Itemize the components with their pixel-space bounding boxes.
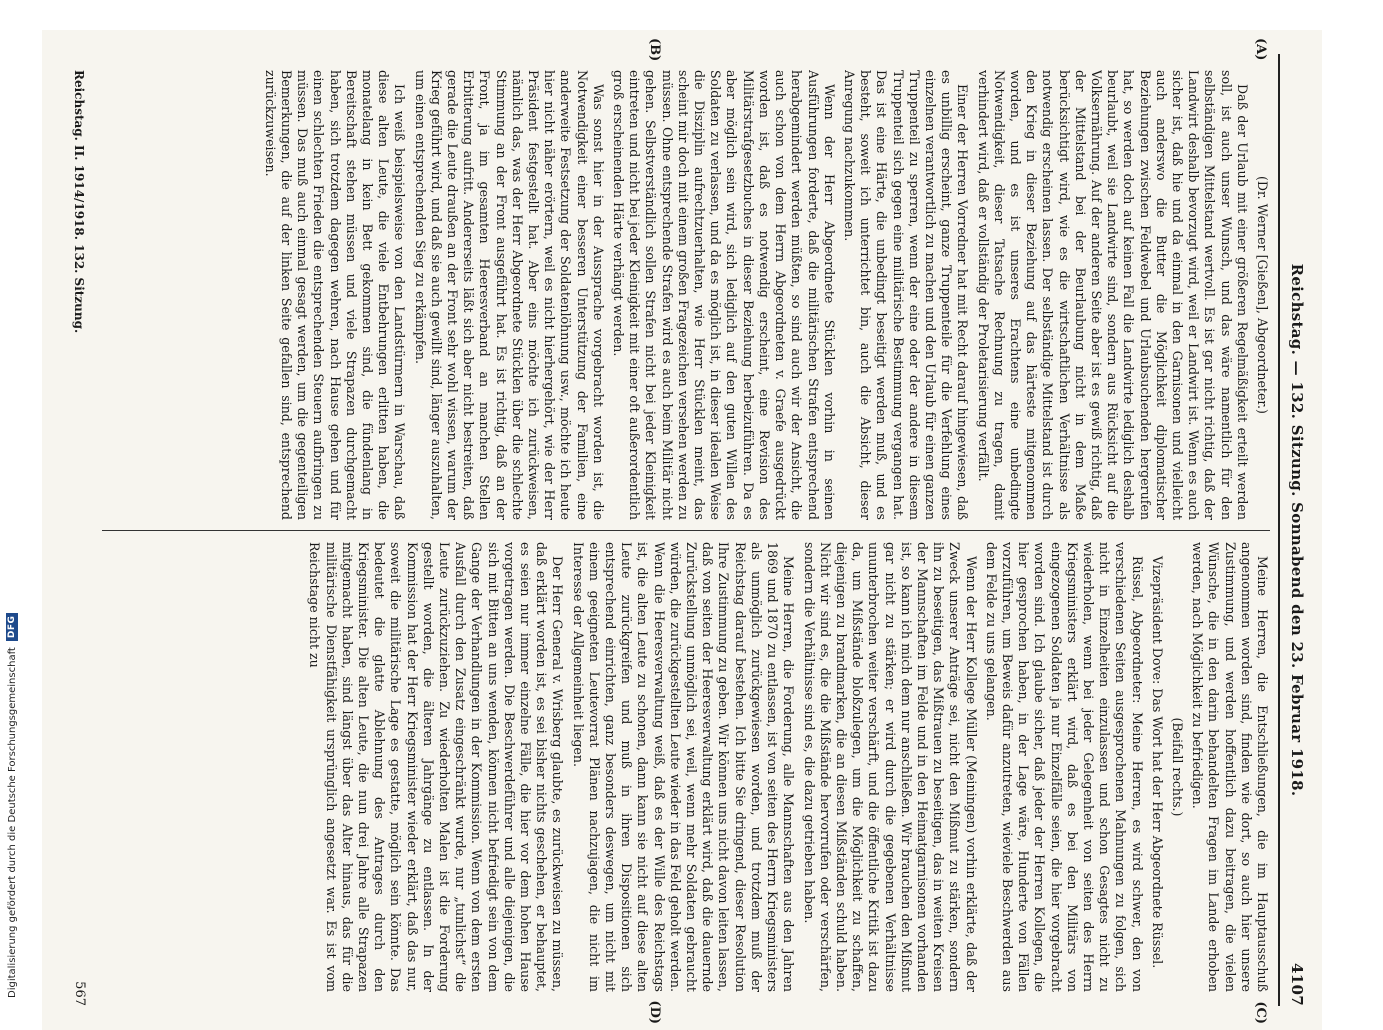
digitization-text: Digitalisierung gefördert durch die Deutsche Forschungsgemeinschaft: [6, 647, 18, 998]
footer-citation: Reichstag. II. 1914/1918. 132. Sitzung.: [72, 70, 86, 334]
speaker-line: (Dr. Werner [Gießen], Abgeordneter.): [1255, 176, 1270, 414]
paragraph: Was sonst hier in der Aussprache vorgebracht worden ist, die Notwendigkeit einer besseren Unterstützung der Familien, eine anderweite Festsetzung der Soldatenlöhnung usw., möchte ich heute hier nicht näher erörtern, weil es nicht hierhergehört, wie der Herr Präsident festgestellt hat. Aber eins möchte ich zurückweisen, nämlich das, was der Herr Abgeordnete Stücklen über die schlechte Stimmung an der Front ausgeführt hat. Es ist richtig, daß an der Front, ja im gesamten Heeresverband an manchen Stellen Erbitterung aufritt. Andererseits läßt sich aber nicht bestreiten, daß gerade die Leute draußen an der Front sehr wohl wissen, warum der Krieg geführt wird, und daß sie auch gewillt sind, länger auszuhalten, um einen entsprechenden Sieg zu erkämpfen.: [412, 70, 606, 520]
margin-marker-a: (A): [1253, 38, 1268, 61]
paragraph: Rüssel, Abgeordneter: Meine Herren, es wird schwer, den von verschiedenen Seiten ausgesprochenen Mahnungen zu folgen, sich nicht in Einzelheiten einzulassen und schon Gesagtes nicht zu wiederholen, wenn bei jeder Gelegenheit von seiten des Herrn Kriegsministers erklärt wird, daß es bei den Militärs von eingezogenen Soldaten ja nur Einzelfälle seien, die hier vorgebracht worden sind. Ich glaube sicher, daß jeder der Herren Kollegen, die hier gesprochen haben, in der Lage wäre, Hunderte von Fällen vorzuführen, um Beweis dafür anzutreten, wieviele Beschwerden aus dem Felde zu uns gelangen.: [983, 542, 1145, 992]
margin-marker-b: (B): [647, 38, 662, 62]
footer-page-number: 567: [72, 981, 87, 1006]
paragraph: Ich weiß beispielsweise von den Landstürmern in Warschau, daß diese alten Leute, die viele Entbehrungen erlitten haben, die monatelang in kein Bett gekommen sind, die fündenlang in Bereitschaft stehen müssen und viele Strapazen durchgemacht haben, sich trotzdem dagegen wehren, nach Hause gehen und für einen schlechten Frieden die entsprechenden Steuern aufbringen zu müssen. Das muß auch einmal gesagt werden, um die gegenteiligen Bemerkungen, die auf der linken Seite gefallen sind, entsprechend zurückzuweisen.: [262, 70, 408, 520]
document-page: [42, 30, 1322, 1030]
paragraph: Meine Herren, die Forderung, alle Mannschaften aus den Jahren 1869 und 1870 zu entlassen, ist von seiten des Herrn Kriegsministers als unmöglich zurückgewiesen worden, und trotzdem muß der Reichstag darauf bestehen. Ich bitte Sie dringend, dieser Resolution Ihre Zustimmung zu geben. Wir können uns nicht davon leiten lassen, daß von seiten der Heeresverwaltung erklärt wird, daß die dauernde Zurückstellung unmöglich sei, weil, wenn mehr Soldaten gebraucht würden, die zurückgestellten Leute wieder in das Feld geholt werden. Wenn die Heeresverwaltung weiß, daß es der Wille des Reichstags ist, die alten Leute zu schonen, dann kann sie nicht auf diese alten Leute zurückgreifen und muß in ihren Dispositionen sich entsprechend einrichten, ganz besonders deswegen, um nicht mit einem geeigneten Leutevorrat Plänen nachzujagen, die nicht im Interesse der Allgemeinheit liegen.: [570, 542, 797, 992]
digitization-note: [6, 613, 18, 998]
applause-note: (Beifall rechts.): [1169, 717, 1185, 817]
paragraph: Daß der Urlaub mit einer größeren Regelmäßigkeit erteilt werden soll, ist auch unser Wunsch, und das wäre namentlich für den selbständigen Mittelstand wertvoll. Es ist gar nicht richtig, daß der Landwirt deshalb bevorzugt wird, weil er Landwirt ist. Wenn es auch sicher ist, daß hie und da einmal in den Garnisonen und vielleicht auch anderswo die Butter die Möglichkeit diplomatischer Beziehungen zwischen Feldwebel und Urlaubsuchenden hergerufen hat, so werden doch auf keinen Fall die Landwirte lediglich deshalb beurlaubt, weil sie Landwirte sind, sondern aus Rücksicht auf die Volksernährung. Auf der anderen Seite aber ist es gewiß richtig, daß der Mittelstand bei der Beurlaubung nicht in dem Maße berücksichtigt wird, wie es die wirtschaftlichen Verhältnisse als notwendig erscheinen lassen. Der selbständige Mittelstand ist durch den Krieg in dieser Beziehung auf das härteste mitgenommen worden, und es ist unseres Erachtens eine unbedingte Notwendigkeit, dieser Tatsache Rechnung zu tragen, damit verhindert wird, daß er vollständig der Proletarisierung verfällt.: [975, 70, 1250, 520]
margin-marker-d: (D): [647, 1000, 662, 1024]
paragraph: Meine Herren, die Entschließungen, die im Hauptausschuß angenommen worden sind, finden wie dort, so auch hier unsere Zustimmung, und werden hoffentlich dazu beitragen, die vielen Wünsche, die in den darin behandelten Fragen im Lande erhoben werden, nach Möglichkeit zu befriedigen.: [1190, 542, 1270, 992]
paragraph: Wenn der Herr Abgeordnete Stücklen vorhin in seinen Ausführungen forderte, daß die militärischen Strafen entsprechend herabgemindert werden müßten, so sind auch wir der Ansicht, die auch schon von dem Herrn Abgeordneten v. Graefe ausgedrückt worden ist, daß es notwendig erscheint, eine Revision des Militärstrafgesetzbuches in dieser Beziehung herbeizuführen. Da es aber möglich sein wird, sich lediglich auf den guten Willen des Soldaten zu verlassen, und da es möglich ist, in dieser idealen Weise die Disziplin aufrechtzuerhalten, wie Herr Stücklen meint, das scheint mir doch mit einem großen Fragezeichen versehen werden zu müssen. Ohne entsprechende Strafen wird es auch beim Militär nicht gehen. Selbstverständlich sollen Strafen nicht bei jeder Kleinigkeit eintreten und nicht bei jeder Kleinigkeit mit einer oft außerordentlich groß erscheinenden Härte verhängt werden.: [611, 70, 837, 520]
paragraph: Einer der Herren Vorredner hat mit Recht darauf hingewiesen, daß es unbillig erscheint, ganze Truppenteile für die Verfehlung eines einzelnen verantwortlich zu machen und den Urlaub für einen ganzen Truppenteil zu sperren, wenn der eine oder der andere in diesem Truppenteil sich gegen eine militärische Bestimmung vergangen hat. Das ist eine Härte, die unbedingt beseitigt werden muß, und es besteht, soweit ich unterrichtet bin, auch die Absicht, dieser Anregung nachzukommen.: [841, 70, 971, 520]
paragraph: Der Herr General v. Wrisberg glaubte, es zurückweisen zu müssen, daß erklärt worden ist, es sei bisher nichts geschehen, er behauptet, es seien nur immer einzelne Fälle, die hier vor dem hohen Hause vorgetragen werden. Die Beschwerdeführer und alle diejenigen, die sich mit Bitten an uns wenden, können nicht befriedigt sein von dem Gange der Verhandlungen in der Kommission. Wenn von dem ersten Ausfall durch den Zusatz eingeschränkt wurde, nur „tunlichst“ die Leute zurückzuziehen. Zu wiederholten Malen ist die Forderung gestellt worden, die älteren Jahrgänge zu entlassen. In der Kommission hat der Herr Kriegsminister wieder erklärt, daß das nur, soweit die militärische Lage es gestatte, möglich sein könnte. Das bedeutet die glatte Ablehnung des Antrages durch den Kriegsminister. Die alten Leute, die nun drei Jahre alle Strapazen mitgemacht haben, sind längst über das Alter hinaus, das für die militärische Dienstfähigkeit ursprünglich angesetzt war. Es ist vom Reichstage nicht zu: [307, 542, 566, 992]
header-title: Reichstag. — 132. Sitzung. Sonnabend den 23. Februar 1918.: [1288, 263, 1306, 797]
right-column: [102, 542, 1270, 992]
announcement: Vizepräsident Dove: Das Wort hat der Herr Abgeordnete Rüssel.: [1149, 556, 1165, 969]
page-header: [1282, 54, 1312, 1006]
dfg-logo: DFG: [6, 613, 18, 642]
paragraph: Wenn der Herr Kollege Müller (Meiningen) vorhin erklärte, daß der Zweck unserer Anträge sei, nicht den Mißmut zu stärken, sondern ihn zu beseitigen, das Mißtrauen zu beseitigen, das in weiten Kreisen der Mannschaften im Felde und in den Heimatgarnisonen vorhanden ist, so kann ich mich dem nur anschließen. Wir brauchen den Mißmut gar nicht zu stärken; er wird durch die gegebenen Verhältnisse ununterbrochen weiter verschärft, und die öffentliche Kritik ist dazu da, um Mißstände bloßzulegen, um die Möglichkeit zu schaffen, diejenigen zu brandmarken, die an diesen Mißständen schuld haben. Nicht wir sind es, die die Mißstände hervorrufen oder verschärfen, sondern die Verhältnisse sind es, die dazu getrieben haben.: [801, 542, 979, 992]
page-number: 4107: [1288, 963, 1306, 1006]
column-divider: [102, 530, 1270, 531]
margin-marker-c: (C): [1253, 1001, 1268, 1024]
left-column: [102, 70, 1270, 520]
header-rule: [1278, 54, 1280, 1006]
